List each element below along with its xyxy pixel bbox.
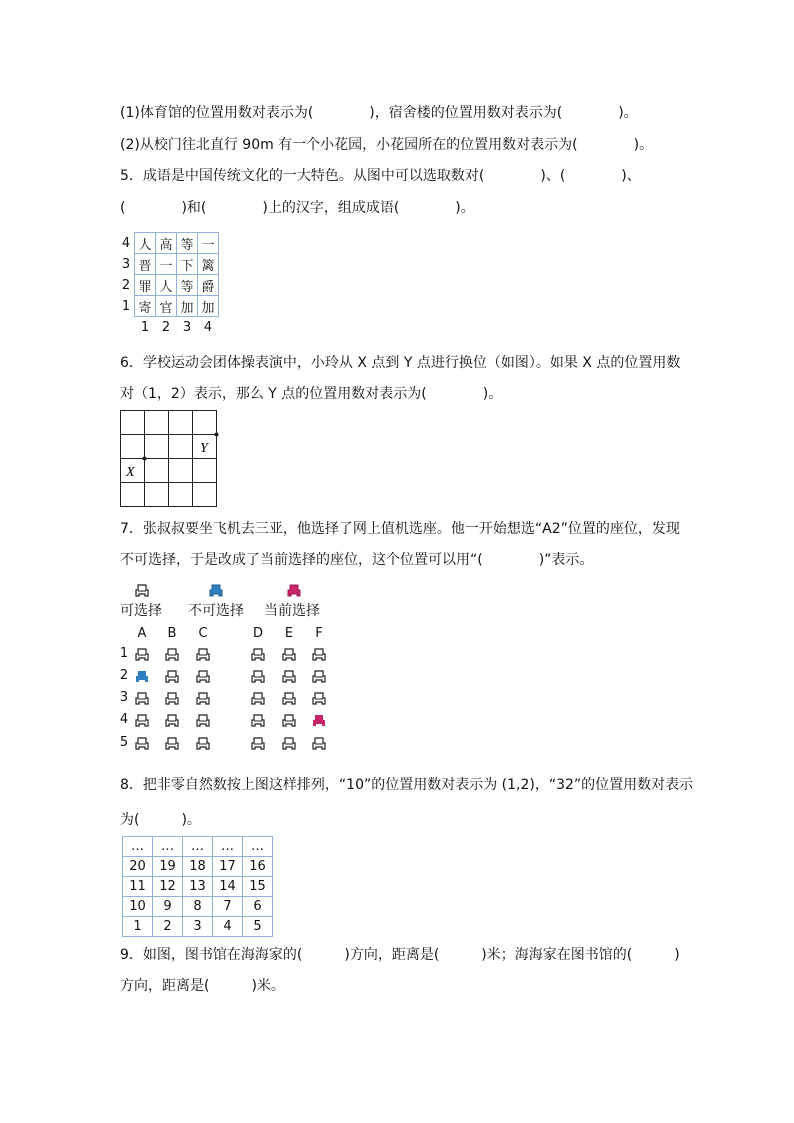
number-cell: … bbox=[183, 837, 213, 857]
seat-available-icon[interactable] bbox=[134, 735, 150, 751]
seat-available-icon[interactable] bbox=[250, 712, 266, 728]
x-label: 4 bbox=[203, 319, 213, 335]
idiom-cell: 寄 bbox=[135, 296, 156, 317]
number-cell: 10 bbox=[123, 897, 153, 917]
number-cell: 5 bbox=[243, 917, 273, 937]
seat-available-icon[interactable] bbox=[195, 712, 211, 728]
row-label: 3 bbox=[119, 690, 129, 705]
seat-available-icon[interactable] bbox=[281, 690, 297, 706]
q4-part1: (1)体育馆的位置用数对表示为( )，宿舍楼的位置用数对表示为( )。 bbox=[120, 105, 638, 121]
seat-available-icon[interactable] bbox=[195, 668, 211, 684]
number-cell: 17 bbox=[213, 857, 243, 877]
seat-map bbox=[120, 582, 360, 762]
number-cell: 8 bbox=[183, 897, 213, 917]
seat-available-icon[interactable] bbox=[250, 646, 266, 662]
number-cell: 13 bbox=[183, 877, 213, 897]
idiom-cell: 官 bbox=[156, 296, 177, 317]
seat-available-icon bbox=[134, 582, 150, 598]
y-label: 2 bbox=[121, 277, 131, 293]
x-label: 1 bbox=[140, 319, 150, 335]
number-cell: 4 bbox=[213, 917, 243, 937]
number-row bbox=[123, 877, 273, 897]
seat-available-icon[interactable] bbox=[281, 668, 297, 684]
q6-line1: 6．学校运动会团体操表演中，小玲从 X 点到 Y 点进行换位（如图）。如果 X 点的位置用数 bbox=[120, 355, 681, 371]
idiom-grid bbox=[118, 232, 219, 337]
label-x: X bbox=[126, 465, 135, 480]
number-cell: 14 bbox=[213, 877, 243, 897]
q9-line2: 方向，距离是( )米。 bbox=[120, 978, 285, 994]
number-row bbox=[123, 917, 273, 937]
number-cell: 1 bbox=[123, 917, 153, 937]
q4-part2: (2)从校门往北直行 90m 有一个小花园，小花园所在的位置用数对表示为( )。 bbox=[120, 137, 654, 153]
seat-available-icon[interactable] bbox=[134, 646, 150, 662]
row-label: 5 bbox=[119, 735, 129, 750]
idiom-cell: 加 bbox=[177, 296, 198, 317]
row-label: 2 bbox=[119, 668, 129, 683]
q5-line1: 5．成语是中国传统文化的一大特色。从图中可以选取数对( )、( )、 bbox=[120, 168, 641, 184]
seat-available-icon[interactable] bbox=[311, 646, 327, 662]
y-label: 3 bbox=[121, 256, 131, 272]
number-cell: 12 bbox=[153, 877, 183, 897]
idiom-cell: 等 bbox=[177, 275, 198, 296]
number-cell: 7 bbox=[213, 897, 243, 917]
idiom-cell: 加 bbox=[198, 296, 219, 317]
col-label: F bbox=[315, 626, 323, 641]
idiom-cell: 一 bbox=[198, 233, 219, 254]
idiom-row bbox=[118, 275, 219, 296]
seat-available-icon[interactable] bbox=[195, 690, 211, 706]
legend-available: 可选择 bbox=[120, 603, 162, 619]
number-cell: 18 bbox=[183, 857, 213, 877]
seat-available-icon[interactable] bbox=[164, 668, 180, 684]
number-cell: … bbox=[243, 837, 273, 857]
number-cell: 15 bbox=[243, 877, 273, 897]
idiom-cell: 高 bbox=[156, 233, 177, 254]
y-label: 1 bbox=[121, 298, 131, 314]
y-label: 4 bbox=[121, 235, 131, 251]
idiom-cell: 晋 bbox=[135, 254, 156, 275]
col-label: B bbox=[167, 626, 177, 641]
col-label: A bbox=[137, 626, 147, 641]
number-cell: 6 bbox=[243, 897, 273, 917]
q9-line1: 9．如图，图书馆在海海家的( )方向，距离是( )米；海海家在图书馆的( ) bbox=[120, 947, 680, 963]
number-cell: 16 bbox=[243, 857, 273, 877]
seat-available-icon[interactable] bbox=[250, 668, 266, 684]
q8-line2: 为( )。 bbox=[120, 812, 201, 828]
number-cell: 3 bbox=[183, 917, 213, 937]
seat-available-icon[interactable] bbox=[250, 690, 266, 706]
number-cell: … bbox=[153, 837, 183, 857]
seat-unavailable-icon bbox=[208, 582, 224, 598]
number-row bbox=[123, 837, 273, 857]
q7-line1: 7．张叔叔要坐飞机去三亚，他选择了网上值机选座。他一开始想选“A2”位置的座位，发现 bbox=[120, 521, 680, 537]
number-cell: 19 bbox=[153, 857, 183, 877]
col-label: C bbox=[198, 626, 208, 641]
seat-available-icon[interactable] bbox=[195, 646, 211, 662]
idiom-cell: 爵 bbox=[198, 275, 219, 296]
seat-current-icon[interactable] bbox=[311, 712, 327, 728]
q7-line2: 不可选择，于是改成了当前选择的座位，这个位置可以用“( )”表示。 bbox=[120, 552, 594, 568]
q8-line1: 8．把非零自然数按上图这样排列，“10”的位置用数对表示为 (1,2)，“32”的位置用数对表示 bbox=[120, 777, 694, 793]
seat-available-icon[interactable] bbox=[311, 690, 327, 706]
x-label: 2 bbox=[161, 319, 171, 335]
seat-available-icon[interactable] bbox=[250, 735, 266, 751]
seat-available-icon[interactable] bbox=[281, 646, 297, 662]
seat-available-icon[interactable] bbox=[164, 712, 180, 728]
row-label: 4 bbox=[119, 712, 129, 727]
seat-available-icon[interactable] bbox=[134, 712, 150, 728]
seat-available-icon[interactable] bbox=[164, 690, 180, 706]
point-x bbox=[143, 457, 147, 461]
q5-line2: ( )和( )上的汉字，组成成语( )。 bbox=[120, 200, 475, 216]
idiom-cell: 人 bbox=[135, 233, 156, 254]
seat-available-icon[interactable] bbox=[164, 646, 180, 662]
position-grid bbox=[120, 410, 220, 510]
seat-available-icon[interactable] bbox=[281, 712, 297, 728]
seat-available-icon[interactable] bbox=[164, 735, 180, 751]
idiom-cell: 篱 bbox=[198, 254, 219, 275]
col-label: D bbox=[252, 626, 263, 641]
number-grid bbox=[122, 836, 273, 937]
col-label: E bbox=[284, 626, 294, 641]
point-y bbox=[215, 433, 219, 437]
number-cell: 2 bbox=[153, 917, 183, 937]
seat-available-icon[interactable] bbox=[311, 668, 327, 684]
number-cell: … bbox=[213, 837, 243, 857]
idiom-cell: 等 bbox=[177, 233, 198, 254]
seat-current-icon bbox=[286, 582, 302, 598]
seat-available-icon[interactable] bbox=[281, 735, 297, 751]
number-cell: 9 bbox=[153, 897, 183, 917]
legend-current: 当前选择 bbox=[264, 603, 320, 619]
idiom-row bbox=[118, 254, 219, 275]
seat-available-icon[interactable] bbox=[311, 735, 327, 751]
seat-available-icon[interactable] bbox=[134, 690, 150, 706]
number-row bbox=[123, 897, 273, 917]
q6-line2: 对（1，2）表示，那么 Y 点的位置用数对表示为( )。 bbox=[120, 386, 503, 402]
idiom-row bbox=[118, 296, 219, 317]
x-axis-row bbox=[118, 317, 219, 338]
number-row bbox=[123, 857, 273, 877]
number-cell: … bbox=[123, 837, 153, 857]
legend-unavailable: 不可选择 bbox=[188, 603, 244, 619]
row-label: 1 bbox=[119, 646, 129, 661]
seat-available-icon[interactable] bbox=[195, 735, 211, 751]
number-cell: 11 bbox=[123, 877, 153, 897]
seat-unavailable-icon bbox=[134, 668, 150, 684]
idiom-cell: 人 bbox=[156, 275, 177, 296]
label-y: Y bbox=[200, 441, 208, 456]
number-cell: 20 bbox=[123, 857, 153, 877]
idiom-cell: 下 bbox=[177, 254, 198, 275]
idiom-cell: 罪 bbox=[135, 275, 156, 296]
idiom-cell: 一 bbox=[156, 254, 177, 275]
idiom-row bbox=[118, 233, 219, 254]
x-label: 3 bbox=[182, 319, 192, 335]
